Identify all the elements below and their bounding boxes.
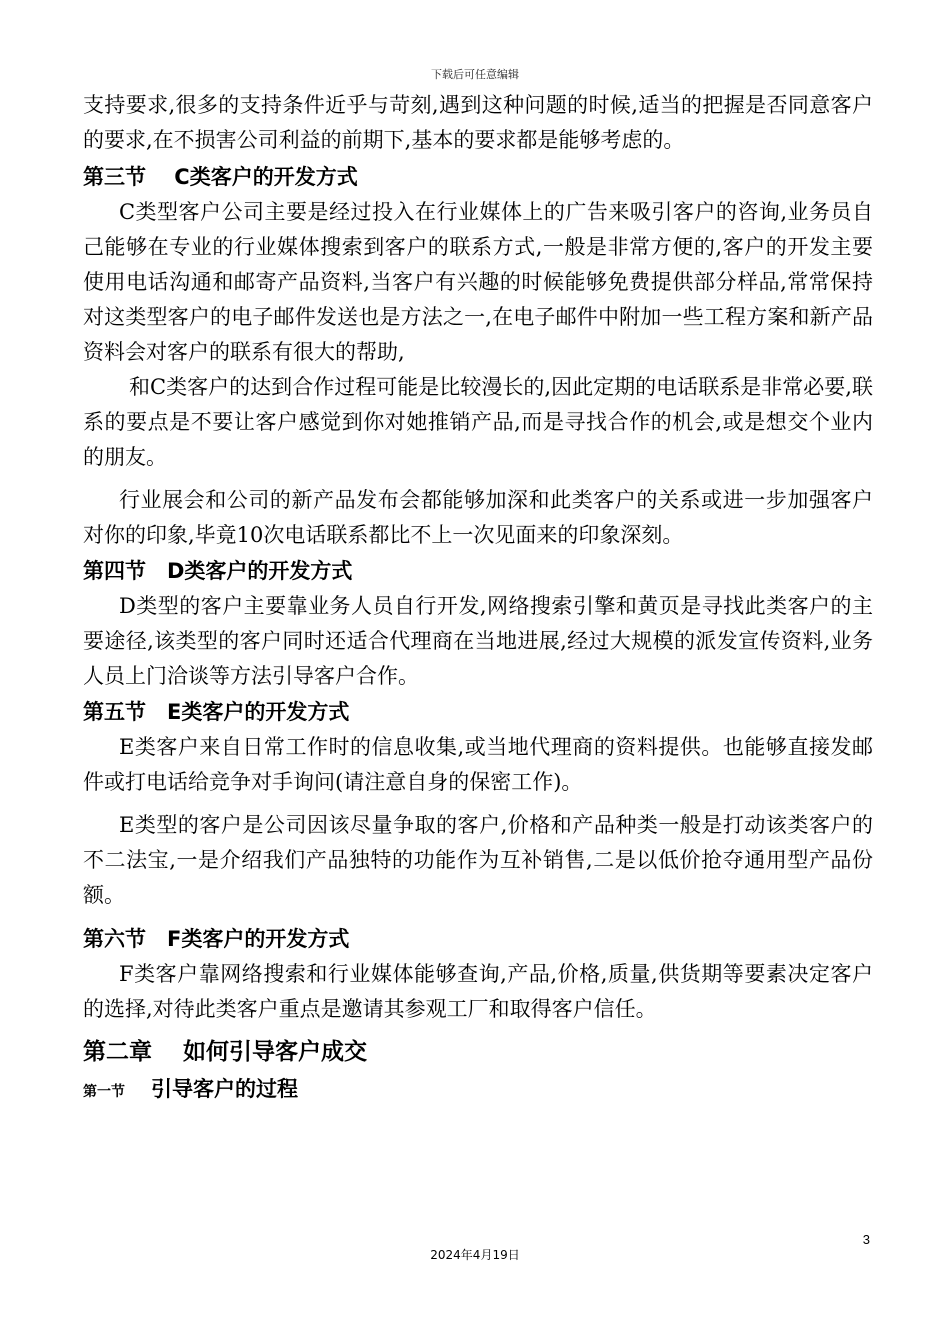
- subsection-title: 引导客户的过程: [151, 1077, 298, 1101]
- paragraph-c-type-intro: C类型客户公司主要是经过投入在行业媒体上的广告来吸引客户的咨询,业务员自己能够在专业的行业媒体搜索到客户的联系方式,一般是非常方便的,客户的开发主要使用电话沟通和邮寄产品资料,当客户有兴趣的时候能够免费提供部分样品,常常保持对这类型客户的电子邮件发送也是方法之一,在电子邮件中附加一些工程方案和新产品资料会对客户的联系有很大的帮助,: [83, 200, 873, 364]
- footer-date: 2024年4月19日: [430, 1248, 520, 1262]
- page-header: 下载后可任意编辑: [431, 68, 519, 81]
- section-heading-5: 第五节 E类客户的开发方式: [83, 700, 350, 724]
- paragraph-f-type: F类客户靠网络搜索和行业媒体能够查询,产品,价格,质量,供货期等要素决定客户的选择,对待此类客户重点是邀请其参观工厂和取得客户信任。: [83, 962, 873, 1021]
- section-heading-4: 第四节 D类客户的开发方式: [83, 559, 353, 583]
- paragraph-e-type-source: E类客户来自日常工作时的信息收集,或当地代理商的资料提供。也能够直接发邮件或打电话给竞争对手询问(请注意自身的保密工作)。: [83, 735, 873, 794]
- subsection-number: 第一节: [83, 1084, 125, 1100]
- paragraph-c-type-exhibition: 行业展会和公司的新产品发布会都能够加深和此类客户的关系或进一步加强客户对你的印象,毕竟10次电话联系都比不上一次见面来的印象深刻。: [83, 488, 873, 547]
- body-text: [83, 88, 873, 1110]
- paragraph-e-type-strategy: E类型的客户是公司因该尽量争取的客户,价格和产品种类一般是打动该类客户的不二法宝,一是介绍我们产品独特的功能作为互补销售,二是以低价抢夺通用型产品份额。: [83, 813, 873, 907]
- paragraph-continuation: 支持要求,很多的支持条件近乎与苛刻,遇到这种问题的时候,适当的把握是否同意客户的要求,在不损害公司利益的前期下,基本的要求都是能够考虑的。: [83, 93, 873, 152]
- section-heading-3: 第三节 C类客户的开发方式: [83, 165, 358, 189]
- paragraph-c-type-cooperation: 和C类客户的达到合作过程可能是比较漫长的,因此定期的电话联系是非常必要,联系的要点是不要让客户感觉到你对她推销产品,而是寻找合作的机会,或是想交个业内的朋友。: [83, 375, 873, 469]
- chapter-heading-2: 第二章 如何引导客户成交: [83, 1039, 368, 1065]
- page-number: 3: [862, 1232, 870, 1247]
- subsection-heading: [83, 1071, 873, 1110]
- paragraph-d-type: D类型的客户主要靠业务人员自行开发,网络搜索引擎和黄页是寻找此类客户的主要途径,该类型的客户同时还适合代理商在当地进展,经过大规模的派发宣传资料,业务人员上门洽谈等方法引导客户合作。: [83, 594, 873, 688]
- section-heading-6: 第六节 F类客户的开发方式: [83, 927, 350, 951]
